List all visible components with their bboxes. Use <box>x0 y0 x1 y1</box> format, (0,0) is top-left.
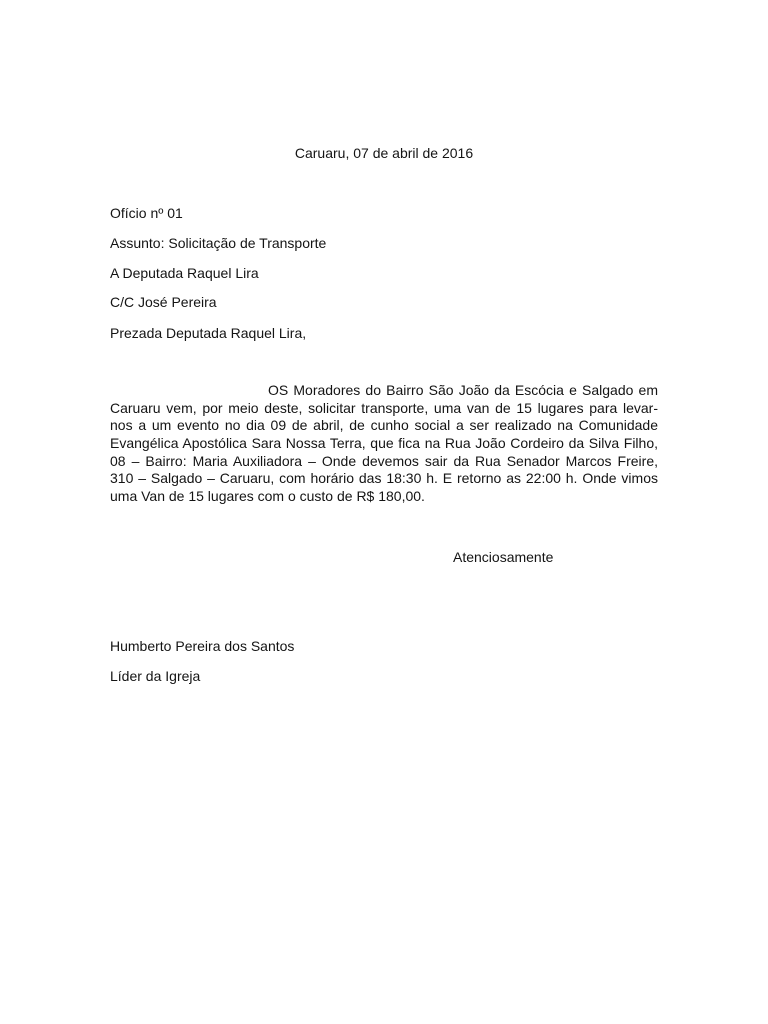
date-line: Caruaru, 07 de abril de 2016 <box>294 145 474 161</box>
body-line: 08 – Bairro: Maria Auxiliadora – Onde devemos sair da Rua Senador Marcos Freire, <box>110 452 658 469</box>
subject-line: Assunto: Solicitação de Transporte <box>110 235 327 251</box>
body-paragraph <box>110 382 658 506</box>
closing-phrase: Atenciosamente <box>453 549 554 565</box>
body-line: nos a um evento no dia 09 de abril, de cunho social a ser realizado na Comunidade <box>110 417 658 434</box>
body-line: Evangélica Apostólica Sara Nossa Terra, que fica na Rua João Cordeiro da Silva Filho, <box>110 435 658 452</box>
oficio-number: Ofício nº 01 <box>110 205 183 221</box>
signatory-title: Líder da Igreja <box>110 668 201 684</box>
body-line: OS Moradores do Bairro São João da Escócia e Salgado em <box>268 382 658 398</box>
body-line: uma Van de 15 lugares com o custo de R$ 180,00. <box>110 488 425 505</box>
recipient-line: A Deputada Raquel Lira <box>110 265 259 281</box>
body-line: 310 – Salgado – Caruaru, com horário das 18:30 h. E retorno as 22:00 h. Onde vimos <box>110 470 658 487</box>
salutation: Prezada Deputada Raquel Lira, <box>110 325 307 341</box>
body-line: Caruaru vem, por meio deste, solicitar transporte, uma van de 15 lugares para levar- <box>110 399 658 416</box>
signatory-name: Humberto Pereira dos Santos <box>110 638 295 654</box>
copy-line: C/C José Pereira <box>110 294 217 310</box>
